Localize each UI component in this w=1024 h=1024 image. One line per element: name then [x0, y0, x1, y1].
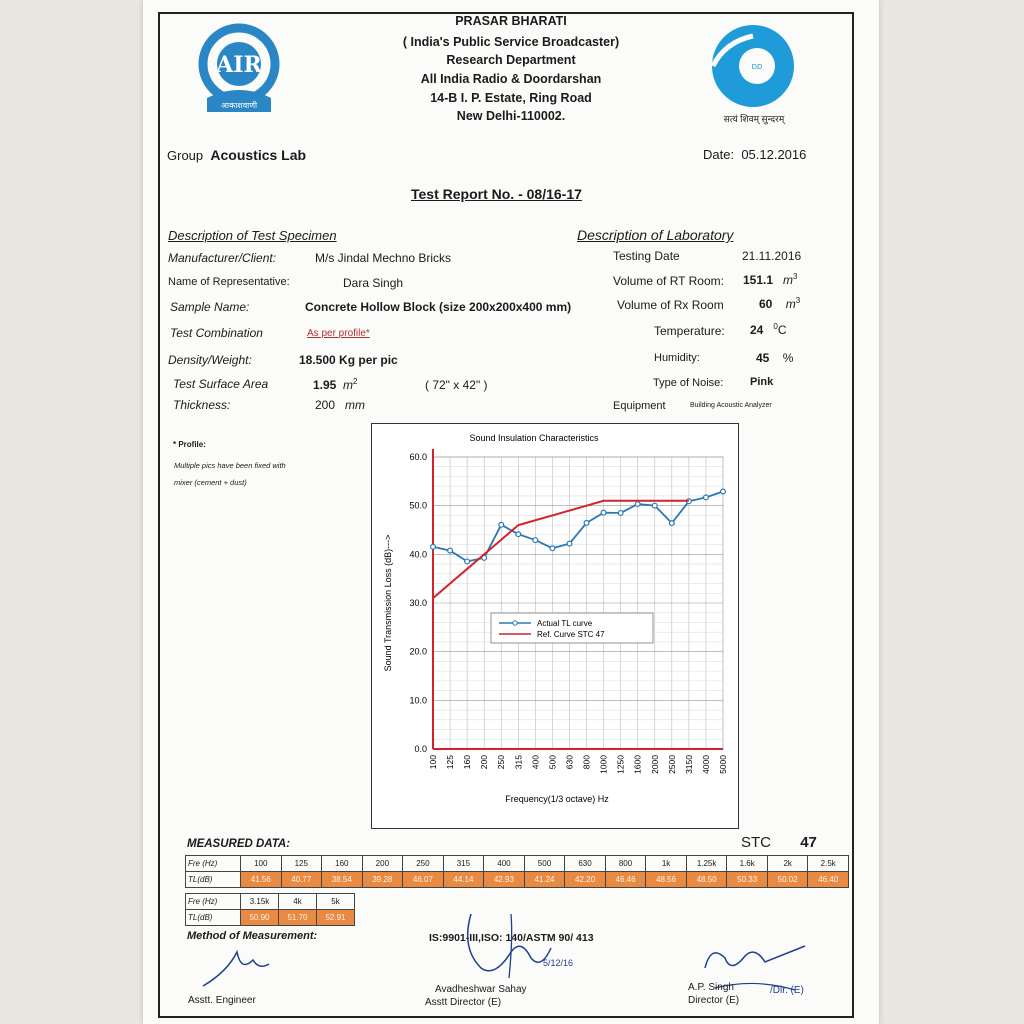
- thickness-label: Thickness:: [173, 398, 231, 412]
- data-point: [721, 489, 726, 494]
- freq-label: Fre (Hz): [186, 894, 241, 910]
- rt-line: 151.1 $m^3$: [743, 272, 798, 287]
- y-tick-label: 40.0: [409, 549, 427, 560]
- combination-label: Test Combination: [170, 326, 263, 340]
- date-label: Date:: [703, 147, 735, 162]
- measured-heading: MEASURED DATA:: [187, 838, 291, 850]
- freq-cell: 1k: [646, 856, 687, 872]
- x-tick-label: 100: [428, 755, 438, 770]
- tl-label: TL(dB): [186, 910, 241, 926]
- asst-director-signature: [451, 908, 574, 988]
- group-label: Group: [167, 148, 204, 163]
- data-point: [533, 538, 538, 543]
- freq-cell: 315: [443, 856, 484, 872]
- area-value: 1.95: [313, 378, 337, 392]
- data-point: [499, 522, 504, 527]
- freq-cell: 100: [241, 856, 282, 872]
- temp-unit: C: [777, 323, 787, 337]
- tl-row: [186, 872, 849, 888]
- specimen-heading: Description of Test Specimen: [168, 228, 337, 243]
- dd-motto: सत्यं शिवम् सुन्दरम्: [723, 114, 785, 124]
- x-tick-label: 5000: [718, 755, 728, 774]
- tl-cell: 41.56: [241, 872, 282, 888]
- x-tick-label: 125: [445, 755, 456, 770]
- manufacturer-value: M/s Jindal Mechno Bricks: [315, 251, 452, 265]
- director-title: Director (E): [688, 995, 740, 1006]
- freq-cell: 200: [362, 856, 403, 872]
- tl-cell: 52.91: [317, 910, 355, 926]
- tl-cell: 46.40: [808, 872, 849, 888]
- report-title: Test Report No. - 08/16-17: [411, 186, 582, 202]
- sound-insulation-chart: [371, 423, 739, 829]
- freq-cell: 500: [524, 856, 565, 872]
- asst-engineer-label: Asstt. Engineer: [188, 995, 256, 1006]
- chart-title: Sound Insulation Characteristics: [469, 433, 599, 443]
- address-line-2: New Delhi-110002.: [456, 109, 566, 123]
- data-point: [704, 495, 709, 500]
- freq-cell: 160: [322, 856, 363, 872]
- svg-text:आकाशवाणी: आकाशवाणी: [220, 101, 258, 110]
- freq-cell: 250: [403, 856, 444, 872]
- x-tick-label: 630: [564, 755, 575, 770]
- freq-cell: 800: [605, 856, 646, 872]
- thickness-value: 200: [315, 398, 336, 412]
- director-extra: /Dir. (E): [770, 985, 804, 996]
- area-line: 1.95 $m^2$: [313, 377, 358, 392]
- humidity-value: 45: [756, 351, 770, 365]
- date-line: [703, 147, 806, 162]
- noise-label: Type of Noise:: [653, 377, 724, 389]
- stc-line: [741, 834, 817, 851]
- measured-table-2: [185, 893, 355, 926]
- legend-label: Actual TL curve: [537, 619, 593, 628]
- rt-value: 151.1: [743, 273, 774, 287]
- x-tick-label: 2500: [666, 755, 677, 774]
- temp-label: Temperature:: [654, 324, 725, 338]
- sample-label: Sample Name:: [170, 300, 250, 314]
- method-label: Method of Measurement:: [187, 930, 318, 942]
- legend-marker: [513, 621, 517, 625]
- sample-value: Concrete Hollow Block (size 200x200x400 mm): [305, 300, 572, 314]
- x-tick-label: 2000: [649, 755, 660, 774]
- rx-value: 60: [759, 297, 773, 311]
- freq-label: Fre (Hz): [186, 856, 241, 872]
- stc-label: STC: [741, 834, 771, 851]
- x-axis-label: Frequency(1/3 octave) Hz: [505, 794, 609, 804]
- date-value: 05.12.2016: [741, 147, 807, 162]
- freq-cell: 125: [281, 856, 322, 872]
- asst-director-date: 5/12/16: [543, 958, 574, 968]
- method-value: IS:9901-III,ISO: 140/ASTM 90/ 413: [429, 932, 594, 944]
- tl-row: [186, 910, 355, 926]
- asst-engineer-signature: [197, 942, 277, 992]
- address-line-1: 14-B I. P. Estate, Ring Road: [430, 91, 592, 105]
- data-point: [584, 520, 589, 525]
- data-point: [618, 511, 623, 516]
- tl-cell: 48.50: [686, 872, 727, 888]
- equipment-label: Equipment: [613, 400, 666, 412]
- y-tick-label: 0.0: [414, 744, 427, 754]
- data-point: [652, 503, 657, 508]
- tl-cell: 38.54: [322, 872, 363, 888]
- profile-line-1: Multiple pics have been fixed with: [174, 461, 286, 470]
- thickness-unit: mm: [345, 398, 366, 412]
- asst-director-name: Avadheshwar Sahay: [435, 984, 527, 995]
- x-tick-label: 1250: [615, 755, 626, 774]
- rep-value: Dara Singh: [343, 276, 404, 290]
- measured-table-1: [185, 855, 849, 888]
- unit: All India Radio & Doordarshan: [420, 72, 602, 86]
- data-point: [601, 510, 606, 515]
- tl-cell: 51.70: [279, 910, 317, 926]
- x-tick-label: 250: [496, 755, 507, 770]
- tl-cell: 46.07: [403, 872, 444, 888]
- profile-line-2: mixer (cement + dust): [174, 478, 247, 487]
- freq-cell: 1.25k: [686, 856, 727, 872]
- svg-text:DD: DD: [751, 63, 763, 71]
- freq-cell: 1.6k: [727, 856, 768, 872]
- asst-director-title: Asstt Director (E): [425, 997, 502, 1008]
- rt-unit: m: [783, 273, 794, 287]
- density-value: 18.500 Kg per pic: [299, 353, 398, 367]
- rx-unit: m: [785, 297, 796, 311]
- data-point: [635, 502, 640, 507]
- humidity-unit: %: [782, 351, 794, 365]
- tl-cell: 40.77: [281, 872, 322, 888]
- tl-cell: 50.33: [727, 872, 768, 888]
- x-tick-label: 1600: [632, 755, 643, 774]
- data-point: [431, 544, 436, 549]
- y-tick-label: 20.0: [409, 646, 427, 657]
- testing-date-label: Testing Date: [613, 249, 680, 263]
- x-tick-label: 800: [581, 755, 592, 770]
- data-point: [550, 546, 555, 551]
- profile-heading: * Profile:: [173, 440, 206, 449]
- thickness-line: [315, 398, 365, 412]
- org-tagline: ( India's Public Service Broadcaster): [402, 35, 620, 49]
- rep-label: Name of Representative:: [168, 276, 290, 288]
- freq-row: [186, 856, 849, 872]
- x-tick-label: 160: [462, 755, 473, 770]
- x-tick-label: 200: [479, 755, 490, 770]
- y-axis-label: Sound Transmission Loss (dB)--->: [383, 534, 393, 672]
- svg-text:AIR: AIR: [216, 52, 262, 78]
- freq-cell: 400: [484, 856, 525, 872]
- x-tick-label: 400: [530, 755, 541, 770]
- area-label: Test Surface Area: [173, 377, 269, 391]
- humidity-line: [756, 351, 793, 365]
- area-unit: m: [343, 378, 354, 392]
- y-tick-label: 50.0: [409, 500, 427, 511]
- rx-line: 60 $m^3$: [759, 296, 801, 311]
- manufacturer-label: Manufacturer/Client:: [168, 251, 277, 265]
- testing-date-value: 21.11.2016: [742, 249, 802, 263]
- tl-cell: 42.93: [484, 872, 525, 888]
- combination-value: As per profile*: [307, 328, 370, 339]
- y-tick-label: 10.0: [409, 695, 427, 706]
- org-name: PRASAR BHARATI: [455, 14, 567, 28]
- freq-cell: 630: [565, 856, 606, 872]
- tl-cell: 48.56: [646, 872, 687, 888]
- temp-line: 24 $^0$C: [750, 322, 787, 337]
- freq-cell: 2.5k: [808, 856, 849, 872]
- freq-cell: 3.15k: [241, 894, 279, 910]
- data-point: [567, 541, 572, 546]
- equipment-value: Building Acoustic Analyzer: [690, 402, 772, 409]
- tl-cell: 46.46: [605, 872, 646, 888]
- noise-value: Pink: [750, 376, 774, 388]
- y-tick-label: 30.0: [409, 598, 427, 608]
- tl-cell: 39.28: [362, 872, 403, 888]
- freq-cell: 5k: [317, 894, 355, 910]
- data-point: [516, 532, 521, 537]
- department: Research Department: [446, 53, 576, 67]
- tl-cell: 41.24: [524, 872, 565, 888]
- report-sheet: [143, 0, 879, 1024]
- x-tick-label: 1000: [598, 755, 609, 774]
- data-point: [448, 548, 453, 553]
- tl-cell: 42.20: [565, 872, 606, 888]
- density-label: Density/Weight:: [168, 353, 252, 367]
- y-tick-label: 60.0: [409, 452, 427, 462]
- freq-cell: 2k: [767, 856, 808, 872]
- legend-label: Ref. Curve STC 47: [537, 630, 605, 639]
- stc-value: 47: [800, 834, 817, 851]
- area-dims: ( 72" x 42" ): [425, 378, 488, 392]
- rt-label: Volume of RT Room:: [613, 274, 724, 288]
- data-point: [465, 559, 470, 564]
- tl-cell: 44.14: [443, 872, 484, 888]
- tl-cell: 50.02: [767, 872, 808, 888]
- group-line: [167, 147, 306, 163]
- x-tick-label: 3150: [683, 755, 694, 774]
- director-name: A.P. Singh: [688, 982, 734, 993]
- tl-cell: 50.90: [241, 910, 279, 926]
- temp-value: 24: [750, 323, 764, 337]
- group-value: Acoustics Lab: [210, 147, 307, 163]
- x-tick-label: 315: [513, 755, 524, 770]
- humidity-label: Humidity:: [654, 352, 700, 364]
- lab-heading: Description of Laboratory: [577, 227, 734, 243]
- freq-row: [186, 894, 355, 910]
- x-tick-label: 500: [547, 755, 558, 770]
- data-point: [669, 521, 674, 526]
- tl-label: TL(dB): [186, 872, 241, 888]
- freq-cell: 4k: [279, 894, 317, 910]
- x-tick-label: 4000: [700, 755, 711, 774]
- rx-label: Volume of Rx Room: [617, 298, 724, 312]
